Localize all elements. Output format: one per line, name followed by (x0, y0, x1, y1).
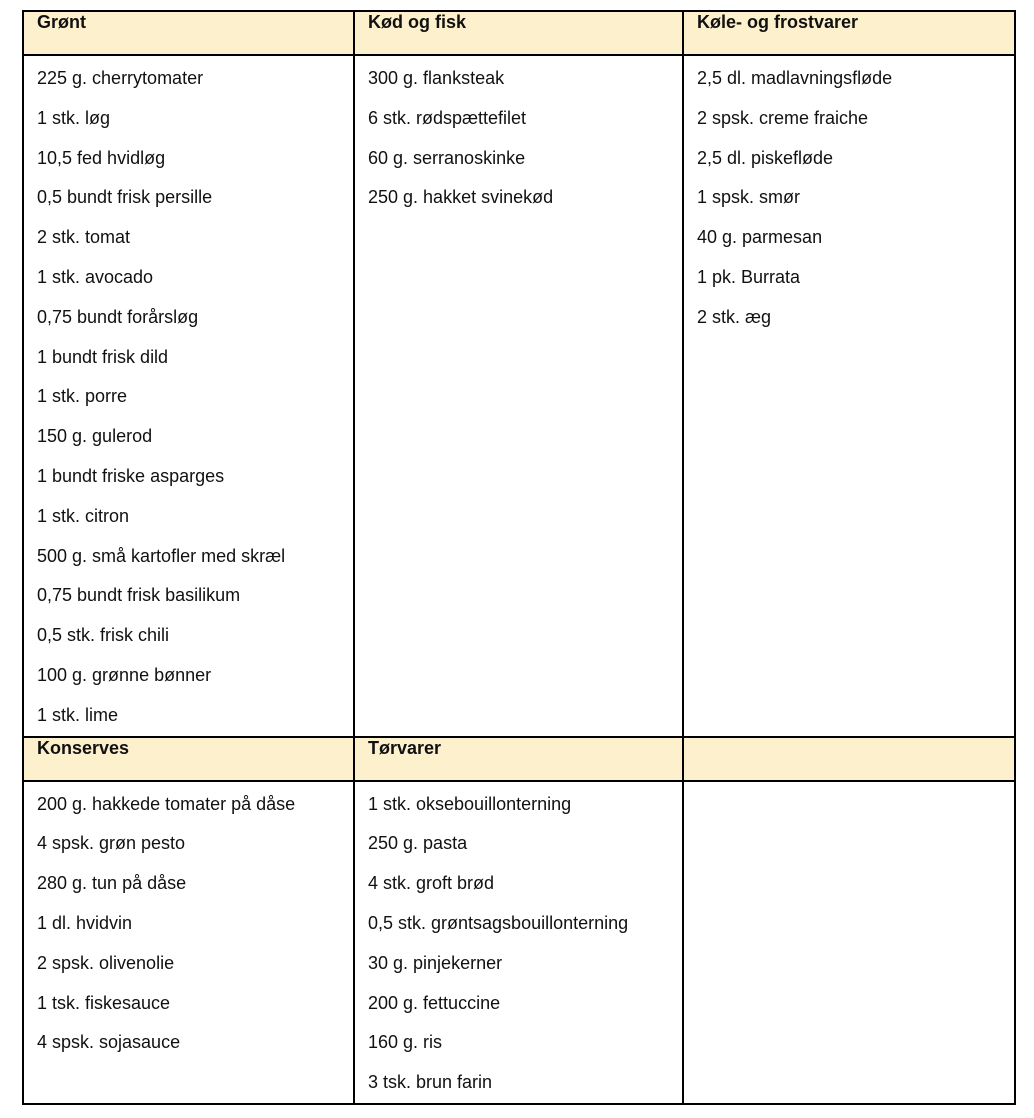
list-item: 1 dl. hvidvin (37, 912, 133, 933)
list-item: 6 stk. rødspættefilet (368, 107, 527, 128)
list-item: 1 stk. løg (37, 107, 111, 128)
list-item: 2 stk. tomat (37, 227, 131, 248)
header-kole-og-frostvarer: Køle- og frostvarer (683, 11, 1015, 55)
list-item: 2 stk. æg (697, 306, 772, 327)
list-item: 0,5 stk. frisk chili (37, 625, 170, 646)
header-kod-og-fisk: Kød og fisk (354, 11, 683, 55)
list-item: 1 stk. avocado (37, 266, 154, 287)
list-item: 60 g. serranoskinke (368, 147, 526, 168)
list-item: 30 g. pinjekerner (368, 952, 503, 973)
list-gront (37, 56, 353, 736)
list-item: 250 g. hakket svinekød (368, 187, 554, 208)
list-item: 0,5 stk. grøntsagsbouillonterning (368, 912, 629, 933)
list-item: 280 g. tun på dåse (37, 873, 187, 894)
list-kod-og-fisk (368, 56, 682, 218)
cell-torvarer (354, 781, 683, 1104)
list-item: 500 g. små kartofler med skræl (37, 545, 286, 566)
header-row (23, 11, 1015, 55)
list-item: 2,5 dl. madlavningsfløde (697, 68, 893, 88)
list-item: 1 stk. oksebouillonterning (368, 793, 572, 814)
list-item: 2,5 dl. piskefløde (697, 147, 834, 168)
list-item: 0,75 bundt frisk basilikum (37, 585, 241, 606)
list-item: 2 spsk. olivenolie (37, 952, 175, 973)
list-item: 200 g. hakkede tomater på dåse (37, 793, 296, 814)
shopping-list-table (22, 10, 1016, 1105)
list-item: 4 spsk. grøn pesto (37, 833, 186, 854)
list-item: 1 spsk. smør (697, 187, 801, 208)
list-item: 3 tsk. brun farin (368, 1072, 493, 1093)
list-item: 1 tsk. fiskesauce (37, 992, 171, 1013)
list-item: 160 g. ris (368, 1032, 443, 1053)
list-item: 1 bundt frisk dild (37, 346, 169, 367)
list-item: 10,5 fed hvidløg (37, 147, 166, 168)
list-torvarer (368, 782, 682, 1103)
header-gront: Grønt (23, 11, 354, 55)
items-row (23, 55, 1015, 737)
list-item: 2 spsk. creme fraiche (697, 107, 869, 128)
list-kole-og-frostvarer (697, 56, 1014, 338)
list-item: 1 bundt friske asparges (37, 465, 225, 486)
list-item: 4 stk. groft brød (368, 873, 495, 894)
header-konserves: Konserves (23, 737, 354, 781)
header-empty (683, 737, 1015, 781)
cell-konserves (23, 781, 354, 1104)
list-item: 1 stk. citron (37, 505, 130, 526)
list-item: 250 g. pasta (368, 833, 468, 854)
list-item: 40 g. parmesan (697, 227, 823, 248)
header-row (23, 737, 1015, 781)
list-item: 200 g. fettuccine (368, 992, 501, 1013)
list-item: 0,5 bundt frisk persille (37, 187, 213, 208)
list-item: 300 g. flanksteak (368, 68, 505, 88)
cell-empty (683, 781, 1015, 1104)
list-konserves (37, 782, 353, 1064)
list-item: 150 g. gulerod (37, 426, 153, 447)
list-item: 4 spsk. sojasauce (37, 1032, 181, 1053)
items-row (23, 781, 1015, 1104)
list-item: 1 stk. lime (37, 704, 119, 725)
cell-gront (23, 55, 354, 737)
list-item: 1 stk. porre (37, 386, 128, 407)
cell-kod-og-fisk (354, 55, 683, 737)
list-item: 0,75 bundt forårsløg (37, 306, 199, 327)
list-item: 100 g. grønne bønner (37, 664, 212, 685)
cell-kole-og-frostvarer (683, 55, 1015, 737)
list-item: 225 g. cherrytomater (37, 68, 204, 88)
list-item: 1 pk. Burrata (697, 266, 801, 287)
header-torvarer: Tørvarer (354, 737, 683, 781)
